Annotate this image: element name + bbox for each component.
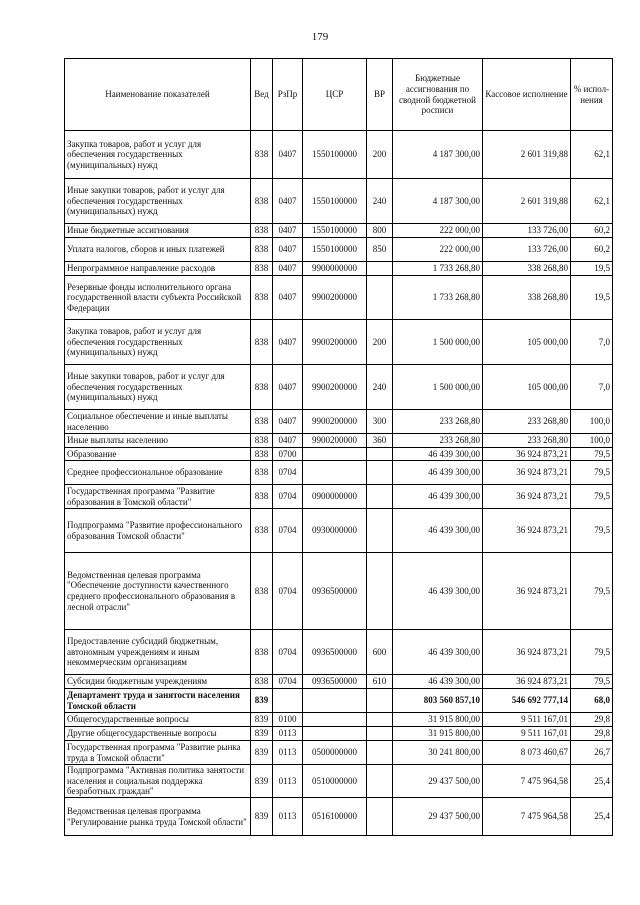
table-row <box>65 131 613 179</box>
table-row <box>65 461 613 485</box>
cell-pct: 25,4 <box>571 765 613 798</box>
cell-pct: 100,0 <box>571 434 613 448</box>
cell-cash: 36 924 873,21 <box>483 630 571 675</box>
cell-budget: 233 268,80 <box>393 434 483 448</box>
cell-name: Общегосударственные вопросы <box>65 713 251 727</box>
cell-rzpr: 0407 <box>273 224 303 238</box>
cell-vr: 610 <box>367 675 393 689</box>
cell-rzpr: 0407 <box>273 131 303 179</box>
cell-csr: 0930000000 <box>303 509 367 553</box>
table-row <box>65 320 613 365</box>
cell-name: Иные закупки товаров, работ и услуг для обеспечения государственных (муниципальных) нужд <box>65 179 251 224</box>
cell-csr: 0900000000 <box>303 485 367 509</box>
table-row <box>65 276 613 320</box>
cell-vr: 600 <box>367 630 393 675</box>
header-vr: ВР <box>367 59 393 131</box>
cell-rzpr: 0407 <box>273 320 303 365</box>
table-row <box>65 765 613 798</box>
cell-rzpr: 0704 <box>273 485 303 509</box>
cell-rzpr: 0407 <box>273 179 303 224</box>
cell-vr <box>367 765 393 798</box>
cell-cash: 7 475 964,58 <box>483 798 571 836</box>
cell-budget: 4 187 300,00 <box>393 131 483 179</box>
cell-ved: 838 <box>251 276 273 320</box>
cell-ved: 838 <box>251 434 273 448</box>
cell-ved: 839 <box>251 765 273 798</box>
cell-vr <box>367 276 393 320</box>
cell-rzpr <box>273 689 303 713</box>
cell-name: Среднее профессиональное образование <box>65 461 251 485</box>
cell-csr: 9900200000 <box>303 365 367 410</box>
cell-name: Уплата налогов, сборов и иных платежей <box>65 238 251 262</box>
cell-budget: 46 439 300,00 <box>393 485 483 509</box>
cell-vr <box>367 741 393 765</box>
cell-pct: 79,5 <box>571 630 613 675</box>
table-row <box>65 485 613 509</box>
table-row <box>65 179 613 224</box>
cell-budget: 29 437 500,00 <box>393 798 483 836</box>
cell-vr <box>367 461 393 485</box>
cell-rzpr: 0407 <box>273 434 303 448</box>
cell-ved: 838 <box>251 179 273 224</box>
cell-budget: 29 437 500,00 <box>393 765 483 798</box>
header-budget: Бюджетные ассигнования по сводной бюджетной росписи <box>393 59 483 131</box>
header-rzpr: РзПр <box>273 59 303 131</box>
cell-name: Резервные фонды исполнительного органа государственной власти субъекта Российской Федерации <box>65 276 251 320</box>
cell-rzpr: 0700 <box>273 448 303 461</box>
header-name: Наименование показателей <box>65 59 251 131</box>
cell-ved: 838 <box>251 675 273 689</box>
cell-csr: 9900000000 <box>303 262 367 276</box>
cell-csr: 1550100000 <box>303 179 367 224</box>
cell-name: Другие общегосударственные вопросы <box>65 727 251 741</box>
cell-pct: 62,1 <box>571 179 613 224</box>
cell-rzpr: 0704 <box>273 461 303 485</box>
cell-rzpr: 0100 <box>273 713 303 727</box>
cell-name: Субсидии бюджетным учреждениям <box>65 675 251 689</box>
cell-pct: 19,5 <box>571 276 613 320</box>
cell-csr: 9900200000 <box>303 410 367 434</box>
cell-ved: 838 <box>251 485 273 509</box>
cell-name: Образование <box>65 448 251 461</box>
cell-cash: 105 000,00 <box>483 320 571 365</box>
cell-name: Закупка товаров, работ и услуг для обеспечения государственных (муниципальных) нужд <box>65 320 251 365</box>
cell-vr: 240 <box>367 179 393 224</box>
header-csr: ЦСР <box>303 59 367 131</box>
cell-csr: 9900200000 <box>303 434 367 448</box>
table-row <box>65 630 613 675</box>
table-row <box>65 224 613 238</box>
cell-ved: 839 <box>251 689 273 713</box>
cell-pct: 79,5 <box>571 509 613 553</box>
cell-vr: 200 <box>367 131 393 179</box>
cell-vr <box>367 798 393 836</box>
cell-name: Государственная программа "Развитие рынка труда в Томской области" <box>65 741 251 765</box>
cell-ved: 838 <box>251 410 273 434</box>
cell-cash: 7 475 964,58 <box>483 765 571 798</box>
cell-name: Закупка товаров, работ и услуг для обеспечения государственных (муниципальных) нужд <box>65 131 251 179</box>
cell-cash: 36 924 873,21 <box>483 461 571 485</box>
cell-rzpr: 0407 <box>273 262 303 276</box>
cell-name: Иные выплаты населению <box>65 434 251 448</box>
cell-budget: 46 439 300,00 <box>393 553 483 630</box>
table-row <box>65 448 613 461</box>
cell-csr: 1550100000 <box>303 131 367 179</box>
cell-name: Подпрограмма "Активная политика занятости населения и социальная поддержка безработных граждан" <box>65 765 251 798</box>
header-pct: % испол-нения <box>571 59 613 131</box>
cell-ved: 839 <box>251 741 273 765</box>
cell-vr: 300 <box>367 410 393 434</box>
cell-vr: 200 <box>367 320 393 365</box>
cell-name: Предоставление субсидий бюджетным, автономным учреждениям и иным некоммерческим организациям <box>65 630 251 675</box>
cell-vr <box>367 509 393 553</box>
cell-vr <box>367 553 393 630</box>
cell-ved: 839 <box>251 727 273 741</box>
cell-name: Ведомственная целевая программа "Регулирование рынка труда Томской области" <box>65 798 251 836</box>
cell-budget: 1 733 268,80 <box>393 276 483 320</box>
cell-csr <box>303 461 367 485</box>
cell-ved: 838 <box>251 365 273 410</box>
cell-name: Непрограммное направление расходов <box>65 262 251 276</box>
cell-vr: 800 <box>367 224 393 238</box>
cell-pct: 79,5 <box>571 553 613 630</box>
cell-csr <box>303 448 367 461</box>
cell-csr: 0936500000 <box>303 675 367 689</box>
cell-rzpr: 0407 <box>273 410 303 434</box>
table-row <box>65 798 613 836</box>
page-number: 179 <box>311 31 329 43</box>
cell-name: Иные закупки товаров, работ и услуг для обеспечения государственных (муниципальных) нужд <box>65 365 251 410</box>
cell-csr: 0516100000 <box>303 798 367 836</box>
cell-rzpr: 0407 <box>273 276 303 320</box>
cell-cash: 36 924 873,21 <box>483 509 571 553</box>
cell-name: Иные бюджетные ассигнования <box>65 224 251 238</box>
table-row <box>65 675 613 689</box>
table-row <box>65 365 613 410</box>
table-row <box>65 553 613 630</box>
table-row <box>65 713 613 727</box>
cell-cash: 546 692 777,14 <box>483 689 571 713</box>
header-ved: Вед <box>251 59 273 131</box>
cell-ved: 838 <box>251 553 273 630</box>
table-row <box>65 434 613 448</box>
table-row <box>65 238 613 262</box>
cell-pct: 60,2 <box>571 224 613 238</box>
cell-cash: 2 601 319,88 <box>483 179 571 224</box>
cell-pct: 29,8 <box>571 713 613 727</box>
cell-csr: 9900200000 <box>303 320 367 365</box>
cell-ved: 838 <box>251 461 273 485</box>
cell-ved: 838 <box>251 131 273 179</box>
cell-vr <box>367 448 393 461</box>
cell-cash: 36 924 873,21 <box>483 675 571 689</box>
table-body <box>65 131 613 836</box>
cell-vr <box>367 262 393 276</box>
cell-pct: 7,0 <box>571 320 613 365</box>
cell-name: Социальное обеспечение и иные выплаты населению <box>65 410 251 434</box>
cell-rzpr: 0113 <box>273 798 303 836</box>
cell-rzpr: 0407 <box>273 238 303 262</box>
table-row <box>65 509 613 553</box>
cell-ved: 838 <box>251 262 273 276</box>
cell-ved: 838 <box>251 238 273 262</box>
budget-table <box>64 58 613 836</box>
cell-csr <box>303 727 367 741</box>
cell-budget: 1 733 268,80 <box>393 262 483 276</box>
cell-csr: 9900200000 <box>303 276 367 320</box>
cell-budget: 46 439 300,00 <box>393 461 483 485</box>
cell-pct: 79,5 <box>571 461 613 485</box>
cell-pct: 100,0 <box>571 410 613 434</box>
table-header-row <box>65 59 613 131</box>
cell-pct: 60,2 <box>571 238 613 262</box>
cell-budget: 233 268,80 <box>393 410 483 434</box>
cell-vr <box>367 689 393 713</box>
cell-pct: 25,4 <box>571 798 613 836</box>
header-cash: Кассовое исполнение <box>483 59 571 131</box>
cell-pct: 68,0 <box>571 689 613 713</box>
cell-budget: 222 000,00 <box>393 224 483 238</box>
table-row <box>65 689 613 713</box>
cell-name: Государственная программа "Развитие образования в Томской области" <box>65 485 251 509</box>
cell-rzpr: 0113 <box>273 727 303 741</box>
cell-budget: 46 439 300,00 <box>393 630 483 675</box>
cell-pct: 79,5 <box>571 485 613 509</box>
cell-csr: 1550100000 <box>303 224 367 238</box>
cell-csr: 0936500000 <box>303 553 367 630</box>
cell-budget: 1 500 000,00 <box>393 320 483 365</box>
cell-csr <box>303 713 367 727</box>
cell-vr: 240 <box>367 365 393 410</box>
cell-rzpr: 0704 <box>273 675 303 689</box>
cell-cash: 133 726,00 <box>483 238 571 262</box>
cell-cash: 133 726,00 <box>483 224 571 238</box>
cell-cash: 36 924 873,21 <box>483 448 571 461</box>
cell-rzpr: 0407 <box>273 365 303 410</box>
cell-budget: 803 560 857,10 <box>393 689 483 713</box>
cell-rzpr: 0113 <box>273 741 303 765</box>
cell-name: Департамент труда и занятости населения Томской области <box>65 689 251 713</box>
cell-cash: 233 268,80 <box>483 410 571 434</box>
cell-cash: 9 511 167,01 <box>483 713 571 727</box>
cell-ved: 838 <box>251 320 273 365</box>
cell-name: Ведомственная целевая программа "Обеспечение доступности качественного среднего профессионального образования в лесной отрасли" <box>65 553 251 630</box>
cell-ved: 839 <box>251 713 273 727</box>
cell-cash: 338 268,80 <box>483 276 571 320</box>
cell-budget: 222 000,00 <box>393 238 483 262</box>
cell-ved: 838 <box>251 448 273 461</box>
cell-ved: 838 <box>251 224 273 238</box>
table-row <box>65 410 613 434</box>
table-row <box>65 262 613 276</box>
cell-cash: 8 073 460,67 <box>483 741 571 765</box>
cell-rzpr: 0704 <box>273 509 303 553</box>
table-row <box>65 727 613 741</box>
cell-budget: 4 187 300,00 <box>393 179 483 224</box>
cell-cash: 36 924 873,21 <box>483 553 571 630</box>
cell-budget: 46 439 300,00 <box>393 675 483 689</box>
cell-vr: 850 <box>367 238 393 262</box>
cell-ved: 838 <box>251 630 273 675</box>
cell-pct: 7,0 <box>571 365 613 410</box>
cell-vr: 360 <box>367 434 393 448</box>
cell-rzpr: 0113 <box>273 765 303 798</box>
cell-name: Подпрограмма "Развитие профессионального образования Томской области" <box>65 509 251 553</box>
cell-vr <box>367 727 393 741</box>
cell-cash: 105 000,00 <box>483 365 571 410</box>
cell-cash: 338 268,80 <box>483 262 571 276</box>
cell-vr <box>367 713 393 727</box>
cell-rzpr: 0704 <box>273 630 303 675</box>
cell-pct: 19,5 <box>571 262 613 276</box>
cell-budget: 31 915 800,00 <box>393 713 483 727</box>
cell-pct: 79,5 <box>571 448 613 461</box>
table-row <box>65 741 613 765</box>
cell-budget: 1 500 000,00 <box>393 365 483 410</box>
cell-pct: 26,7 <box>571 741 613 765</box>
cell-pct: 29,8 <box>571 727 613 741</box>
cell-rzpr: 0704 <box>273 553 303 630</box>
cell-cash: 2 601 319,88 <box>483 131 571 179</box>
cell-pct: 79,5 <box>571 675 613 689</box>
cell-csr <box>303 689 367 713</box>
cell-cash: 9 511 167,01 <box>483 727 571 741</box>
cell-budget: 31 915 800,00 <box>393 727 483 741</box>
cell-budget: 30 241 800,00 <box>393 741 483 765</box>
cell-csr: 1550100000 <box>303 238 367 262</box>
cell-cash: 233 268,80 <box>483 434 571 448</box>
cell-csr: 0936500000 <box>303 630 367 675</box>
cell-ved: 839 <box>251 798 273 836</box>
cell-ved: 838 <box>251 509 273 553</box>
cell-csr: 0500000000 <box>303 741 367 765</box>
cell-budget: 46 439 300,00 <box>393 509 483 553</box>
cell-vr <box>367 485 393 509</box>
cell-csr: 0510000000 <box>303 765 367 798</box>
cell-cash: 36 924 873,21 <box>483 485 571 509</box>
cell-pct: 62,1 <box>571 131 613 179</box>
cell-budget: 46 439 300,00 <box>393 448 483 461</box>
